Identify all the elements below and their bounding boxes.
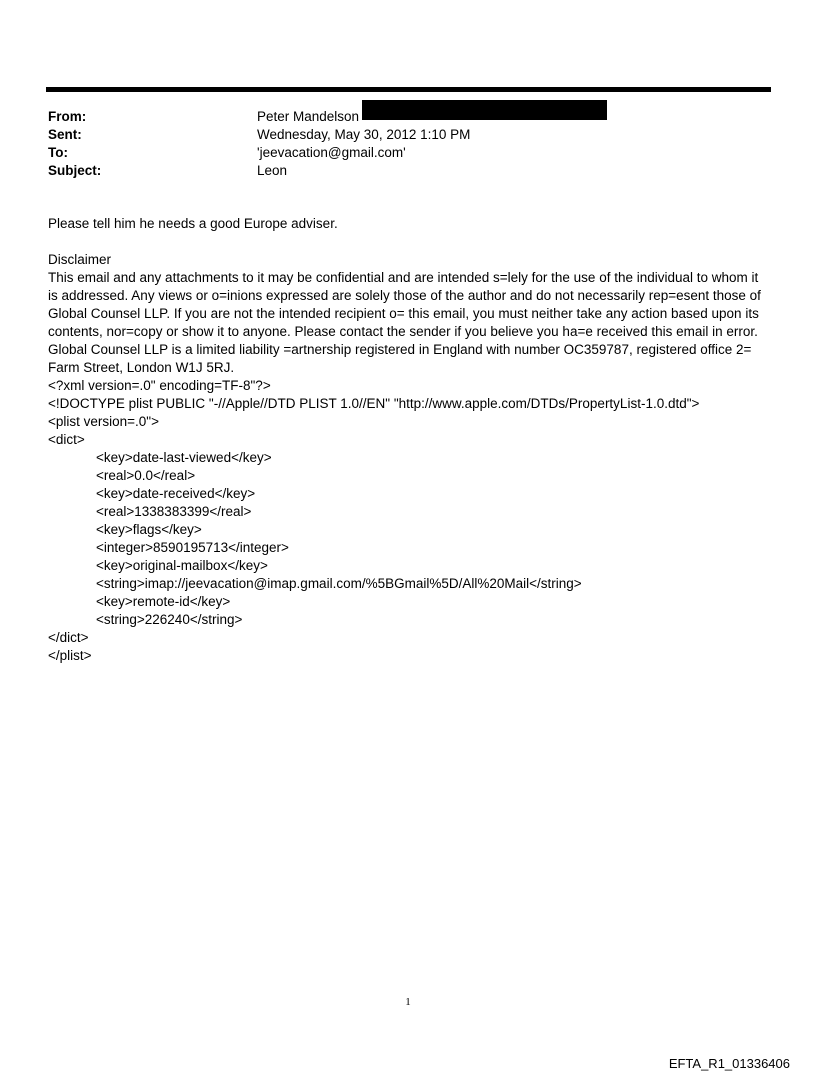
- xml-line: </plist>: [48, 648, 92, 663]
- message-text: Please tell him he needs a good Europe adviser.: [48, 216, 338, 231]
- page-number: 1: [405, 996, 411, 1008]
- disclaimer-line: This email and any attachments to it may be confidential and are intended s=lely for the use of the individual to whom it: [48, 270, 759, 285]
- xml-line: <string>226240</string>: [96, 612, 243, 627]
- xml-line: <key>flags</key>: [96, 522, 202, 537]
- subject-label: Subject:: [48, 163, 102, 178]
- xml-line: <key>date-received</key>: [96, 486, 256, 501]
- xml-line: <!DOCTYPE plist PUBLIC "-//Apple//DTD PLIST 1.0//EN" "http://www.apple.com/DTDs/PropertyList-1.0.dtd">: [48, 396, 700, 411]
- xml-line: <real>0.0</real>: [96, 468, 196, 483]
- from-name: Peter Mandelson: [257, 109, 360, 124]
- document-id: EFTA_R1_01336406: [668, 1056, 790, 1071]
- disclaimer-line: Global Counsel LLP is a limited liability =artnership registered in England with number OC359787, registered office 2=: [48, 342, 752, 357]
- sent-label: Sent:: [48, 127, 82, 142]
- xml-line: <key>remote-id</key>: [96, 594, 231, 609]
- xml-line: <key>date-last-viewed</key>: [96, 450, 272, 465]
- email-header: [48, 108, 768, 180]
- disclaimer-title: Disclaimer: [48, 252, 112, 267]
- from-value: [257, 108, 607, 128]
- xml-line: <real>1338383399</real>: [96, 504, 252, 519]
- to-label: To:: [48, 145, 68, 160]
- xml-line: <key>original-mailbox</key>: [96, 558, 268, 573]
- xml-line: <plist version=.0">: [48, 414, 159, 429]
- to-value: 'jeevacation@gmail.com': [257, 145, 406, 160]
- header-divider: [46, 87, 771, 92]
- redaction-box: [362, 100, 607, 120]
- to-row: [48, 144, 768, 162]
- subject-value: Leon: [257, 163, 288, 178]
- xml-line: <string>imap://jeevacation@imap.gmail.com/%5BGmail%5D/All%20Mail</string>: [96, 576, 582, 591]
- xml-line: </dict>: [48, 630, 89, 645]
- email-body: [48, 215, 778, 665]
- xml-line: <dict>: [48, 432, 85, 447]
- sent-value: Wednesday, May 30, 2012 1:10 PM: [257, 127, 471, 142]
- subject-row: [48, 162, 768, 180]
- from-label: From:: [48, 109, 87, 124]
- disclaimer-line: contents, nor=copy or show it to anyone. Please contact the sender if you believe you ha=e received this email in error.: [48, 324, 758, 339]
- xml-line: <integer>8590195713</integer>: [96, 540, 289, 555]
- disclaimer-line: is addressed. Any views or o=inions expressed are solely those of the author and do not necessarily rep=esent those of: [48, 288, 761, 303]
- from-row: [48, 108, 768, 126]
- disclaimer-line: Farm Street, London W1J 5RJ.: [48, 360, 235, 375]
- disclaimer-line: Global Counsel LLP. If you are not the intended recipient o= this email, you must neither take any action based upon its: [48, 306, 759, 321]
- sent-row: [48, 126, 768, 144]
- xml-line: <?xml version=.0" encoding=TF-8"?>: [48, 378, 271, 393]
